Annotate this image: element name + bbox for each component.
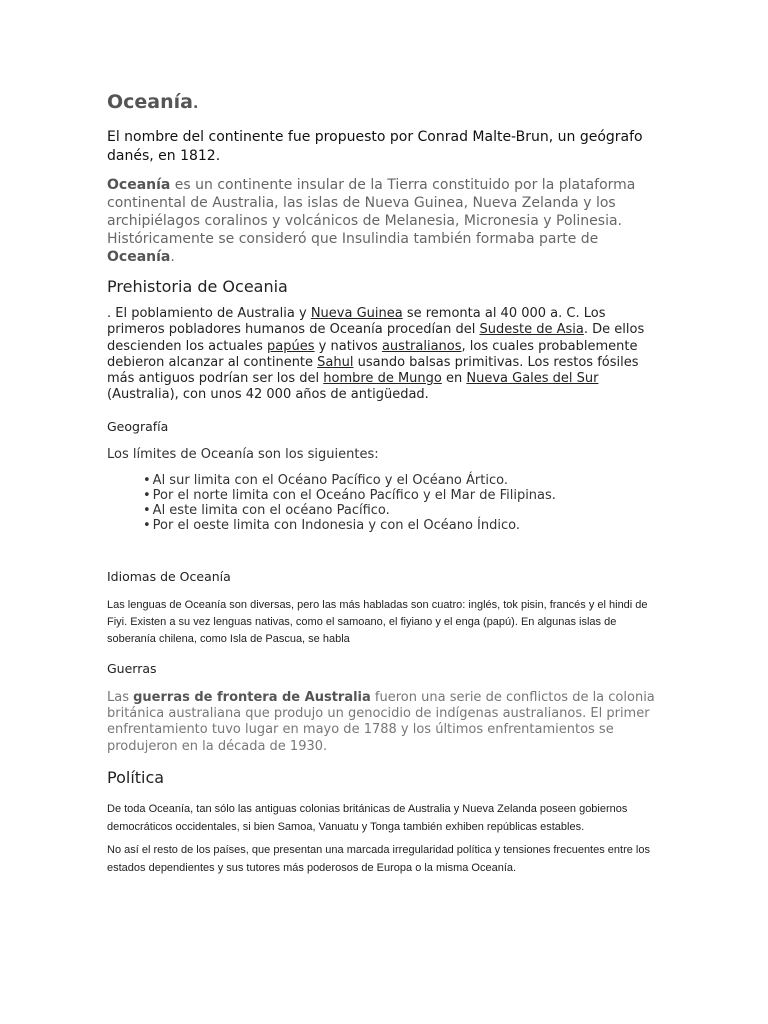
heading-geografia: Geografía bbox=[107, 418, 169, 434]
prehist-text-1: . El poblamiento de Australia y bbox=[107, 306, 311, 321]
intro-paragraph: El nombre del continente fue propuesto por Conrad Malte-Brun, un geógrafo danés, en 1812. bbox=[107, 129, 643, 164]
list-item: • Al sur limita con el Océano Pacífico y el Océano Ártico. bbox=[143, 473, 667, 488]
link-sahul[interactable]: Sahul bbox=[317, 354, 354, 370]
list-item: • Por el oeste limita con Indonesia y con el Océano Índico. bbox=[143, 518, 667, 533]
document-page bbox=[107, 90, 667, 882]
geografia-intro: Los límites de Oceanía son los siguientes: bbox=[107, 446, 379, 462]
prehist-text-2: se remonta al 40 000 a. C. Los primeros pobladores humanos de Oceanía procedían del bbox=[107, 306, 606, 338]
desc-text-2: . bbox=[170, 249, 175, 265]
prehistoria-paragraph bbox=[107, 306, 667, 404]
prehist-text-4: y nativos bbox=[314, 338, 382, 354]
link-nueva-gales-del-sur[interactable]: Nueva Gales del Sur bbox=[466, 371, 599, 387]
page-title-text: Oceanía bbox=[107, 91, 193, 113]
idiomas-paragraph: Las lenguas de Oceanía son diversas, pero las más habladas son cuatro: inglés, tok pisin, francés y el hindi de Fiyi. Existen a su vez lenguas nativas, como el samoano, el fiyiano y el enga (papú). En algunas islas de soberanía chilena, como Isla de Pascua, se habla bbox=[107, 598, 648, 646]
list-item: • Por el norte limita con el Oceáno Pacífico y el Mar de Filipinas. bbox=[143, 488, 667, 503]
link-sudeste-de-asia[interactable]: Sudeste de Asia bbox=[479, 322, 584, 338]
prehist-text-7: en bbox=[441, 371, 467, 387]
limits-list bbox=[143, 473, 667, 533]
list-item: • Al este limita con el océano Pacífico. bbox=[143, 503, 667, 518]
prehist-text-8: (Australia), con unos 42 000 años de antigüedad. bbox=[107, 387, 429, 403]
link-hombre-de-mungo[interactable]: hombre de Mungo bbox=[323, 371, 442, 387]
heading-guerras: Guerras bbox=[107, 660, 157, 676]
politica-paragraph-2: No así el resto de los países, que presentan una marcada irregularidad política y tensiones frecuentes entre los estados dependientes y sus tutores más poderosos de Europa o la misma Oceanía. bbox=[107, 843, 650, 875]
guerras-paragraph bbox=[107, 690, 667, 755]
desc-bold-oceania: Oceanía bbox=[107, 177, 171, 193]
prehist-text-3: . De ellos descienden los actuales bbox=[107, 322, 645, 354]
guerras-text-2: fueron una serie de conflictos de la colonia británica australiana que produjo un genocidio de indígenas australianos. El primer enfrentamiento tuvo lugar en mayo de 1788 y los últimos enfrentamientos se produjeron en la década de 1930. bbox=[107, 689, 655, 754]
prehist-text-5: , los cuales probablemente debieron alcanzar al continente bbox=[107, 338, 638, 370]
link-papues[interactable]: papúes bbox=[267, 338, 315, 354]
page-title-dot: . bbox=[192, 96, 199, 112]
guerras-text-1: Las bbox=[107, 689, 134, 705]
heading-politica: Política bbox=[107, 767, 165, 787]
link-australianos[interactable]: australianos bbox=[381, 338, 462, 354]
desc-text-1: es un continente insular de la Tierra constituido por la plataforma continental de Australia, las islas de Nueva Guinea, Nueva Zelanda y los archipiélagos coralinos y volcánicos de Melanesia, Micronesia y Polinesia. Históricamente se consideró que Insulindia también formaba parte de bbox=[107, 177, 636, 247]
description-paragraph bbox=[107, 176, 667, 266]
link-nueva-guinea[interactable]: Nueva Guinea bbox=[310, 306, 403, 321]
heading-idiomas: Idiomas de Oceanía bbox=[107, 568, 231, 584]
prehist-text-6: usando balsas primitivas. Los restos fósiles más antiguos podrían ser los del bbox=[107, 354, 639, 387]
page-title bbox=[107, 90, 667, 116]
heading-prehistoria: Prehistoria de Oceania bbox=[107, 277, 288, 296]
guerras-bold: guerras de frontera de Australia bbox=[133, 689, 371, 705]
politica-paragraph-1: De toda Oceanía, tan sólo las antiguas colonias británicas de Australia y Nueva Zelanda poseen gobiernos democráticos occidentales, si bien Samoa, Vanuatu y Tonga también exhiben repúblicas estables. bbox=[107, 802, 628, 834]
desc-bold-oceania-2: Oceanía bbox=[107, 249, 171, 265]
